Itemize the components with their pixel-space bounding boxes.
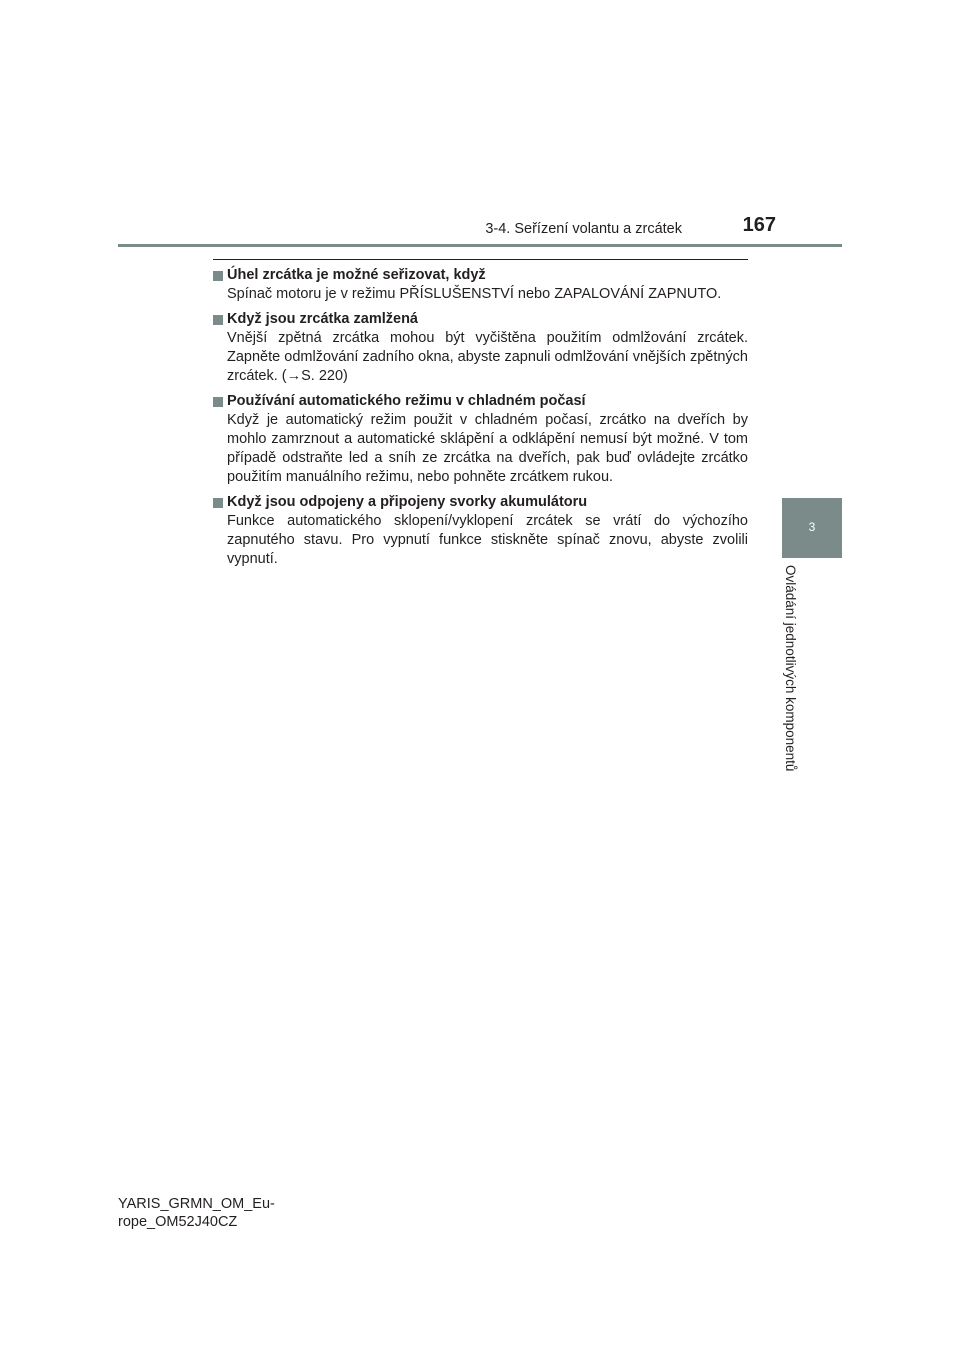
square-bullet-icon	[213, 498, 223, 508]
item-heading	[213, 392, 748, 411]
item-heading	[213, 266, 748, 285]
item-heading-text: Používání automatického režimu v chladném počasí	[227, 393, 586, 409]
content	[213, 266, 748, 575]
item-heading	[213, 493, 748, 512]
chapter-number: 3	[808, 520, 816, 534]
item-body: Spínač motoru je v režimu PŘÍSLUŠENSTVÍ nebo ZAPALOVÁNÍ ZAPNUTO.	[227, 286, 722, 302]
item-heading-text: Když jsou zrcátka zamlžená	[227, 311, 418, 327]
chapter-tab	[782, 498, 842, 558]
section-title: 3-4. Seřízení volantu a zrcátek	[485, 221, 682, 237]
info-item	[213, 392, 748, 487]
info-item	[213, 310, 748, 386]
square-bullet-icon	[213, 315, 223, 325]
page-number: 167	[742, 214, 776, 236]
chapter-title-vertical	[778, 565, 818, 795]
item-body: Vnější zpětná zrcátka mohou být vyčištěna použitím odmlžování zrcátek. Zapněte odmlžování zadního okna, abyste zapnuli odmlžování vnějších zpětných zrcátek. (→S. 220)	[227, 330, 748, 384]
info-item	[213, 266, 748, 304]
item-body: Když je automatický režim použit v chladném počasí, zrcátko na dveřích by mohlo zamrznout a automatické sklápění a odklápění nemusí být možné. V tom případě odstraňte led a sníh ze zrcátka na dveřích, pak buď ovládejte zrcátko použitím manuálního režimu, nebo pohněte zrcátkem rukou.	[227, 412, 748, 485]
square-bullet-icon	[213, 397, 223, 407]
square-bullet-icon	[213, 271, 223, 281]
item-body: Funkce automatického sklopení/vyklopení zrcátek se vrátí do výchozího zapnutého stavu. Pro vypnutí funkce stiskněte spínač znovu, abyste zvolili vypnutí.	[227, 513, 748, 567]
content-rule	[213, 259, 748, 260]
item-heading	[213, 310, 748, 329]
document-code-line-2: rope_OM52J40CZ	[118, 1214, 238, 1230]
info-item	[213, 493, 748, 569]
chapter-title: Ovládání jednotlivých komponentů	[783, 565, 798, 772]
document-code-line-1: YARIS_GRMN_OM_Eu-	[118, 1196, 275, 1212]
header-rule	[118, 244, 842, 247]
item-heading-text: Úhel zrcátka je možné seřizovat, když	[227, 267, 486, 283]
document-code	[118, 1195, 358, 1231]
item-heading-text: Když jsou odpojeny a připojeny svorky akumulátoru	[227, 494, 588, 510]
